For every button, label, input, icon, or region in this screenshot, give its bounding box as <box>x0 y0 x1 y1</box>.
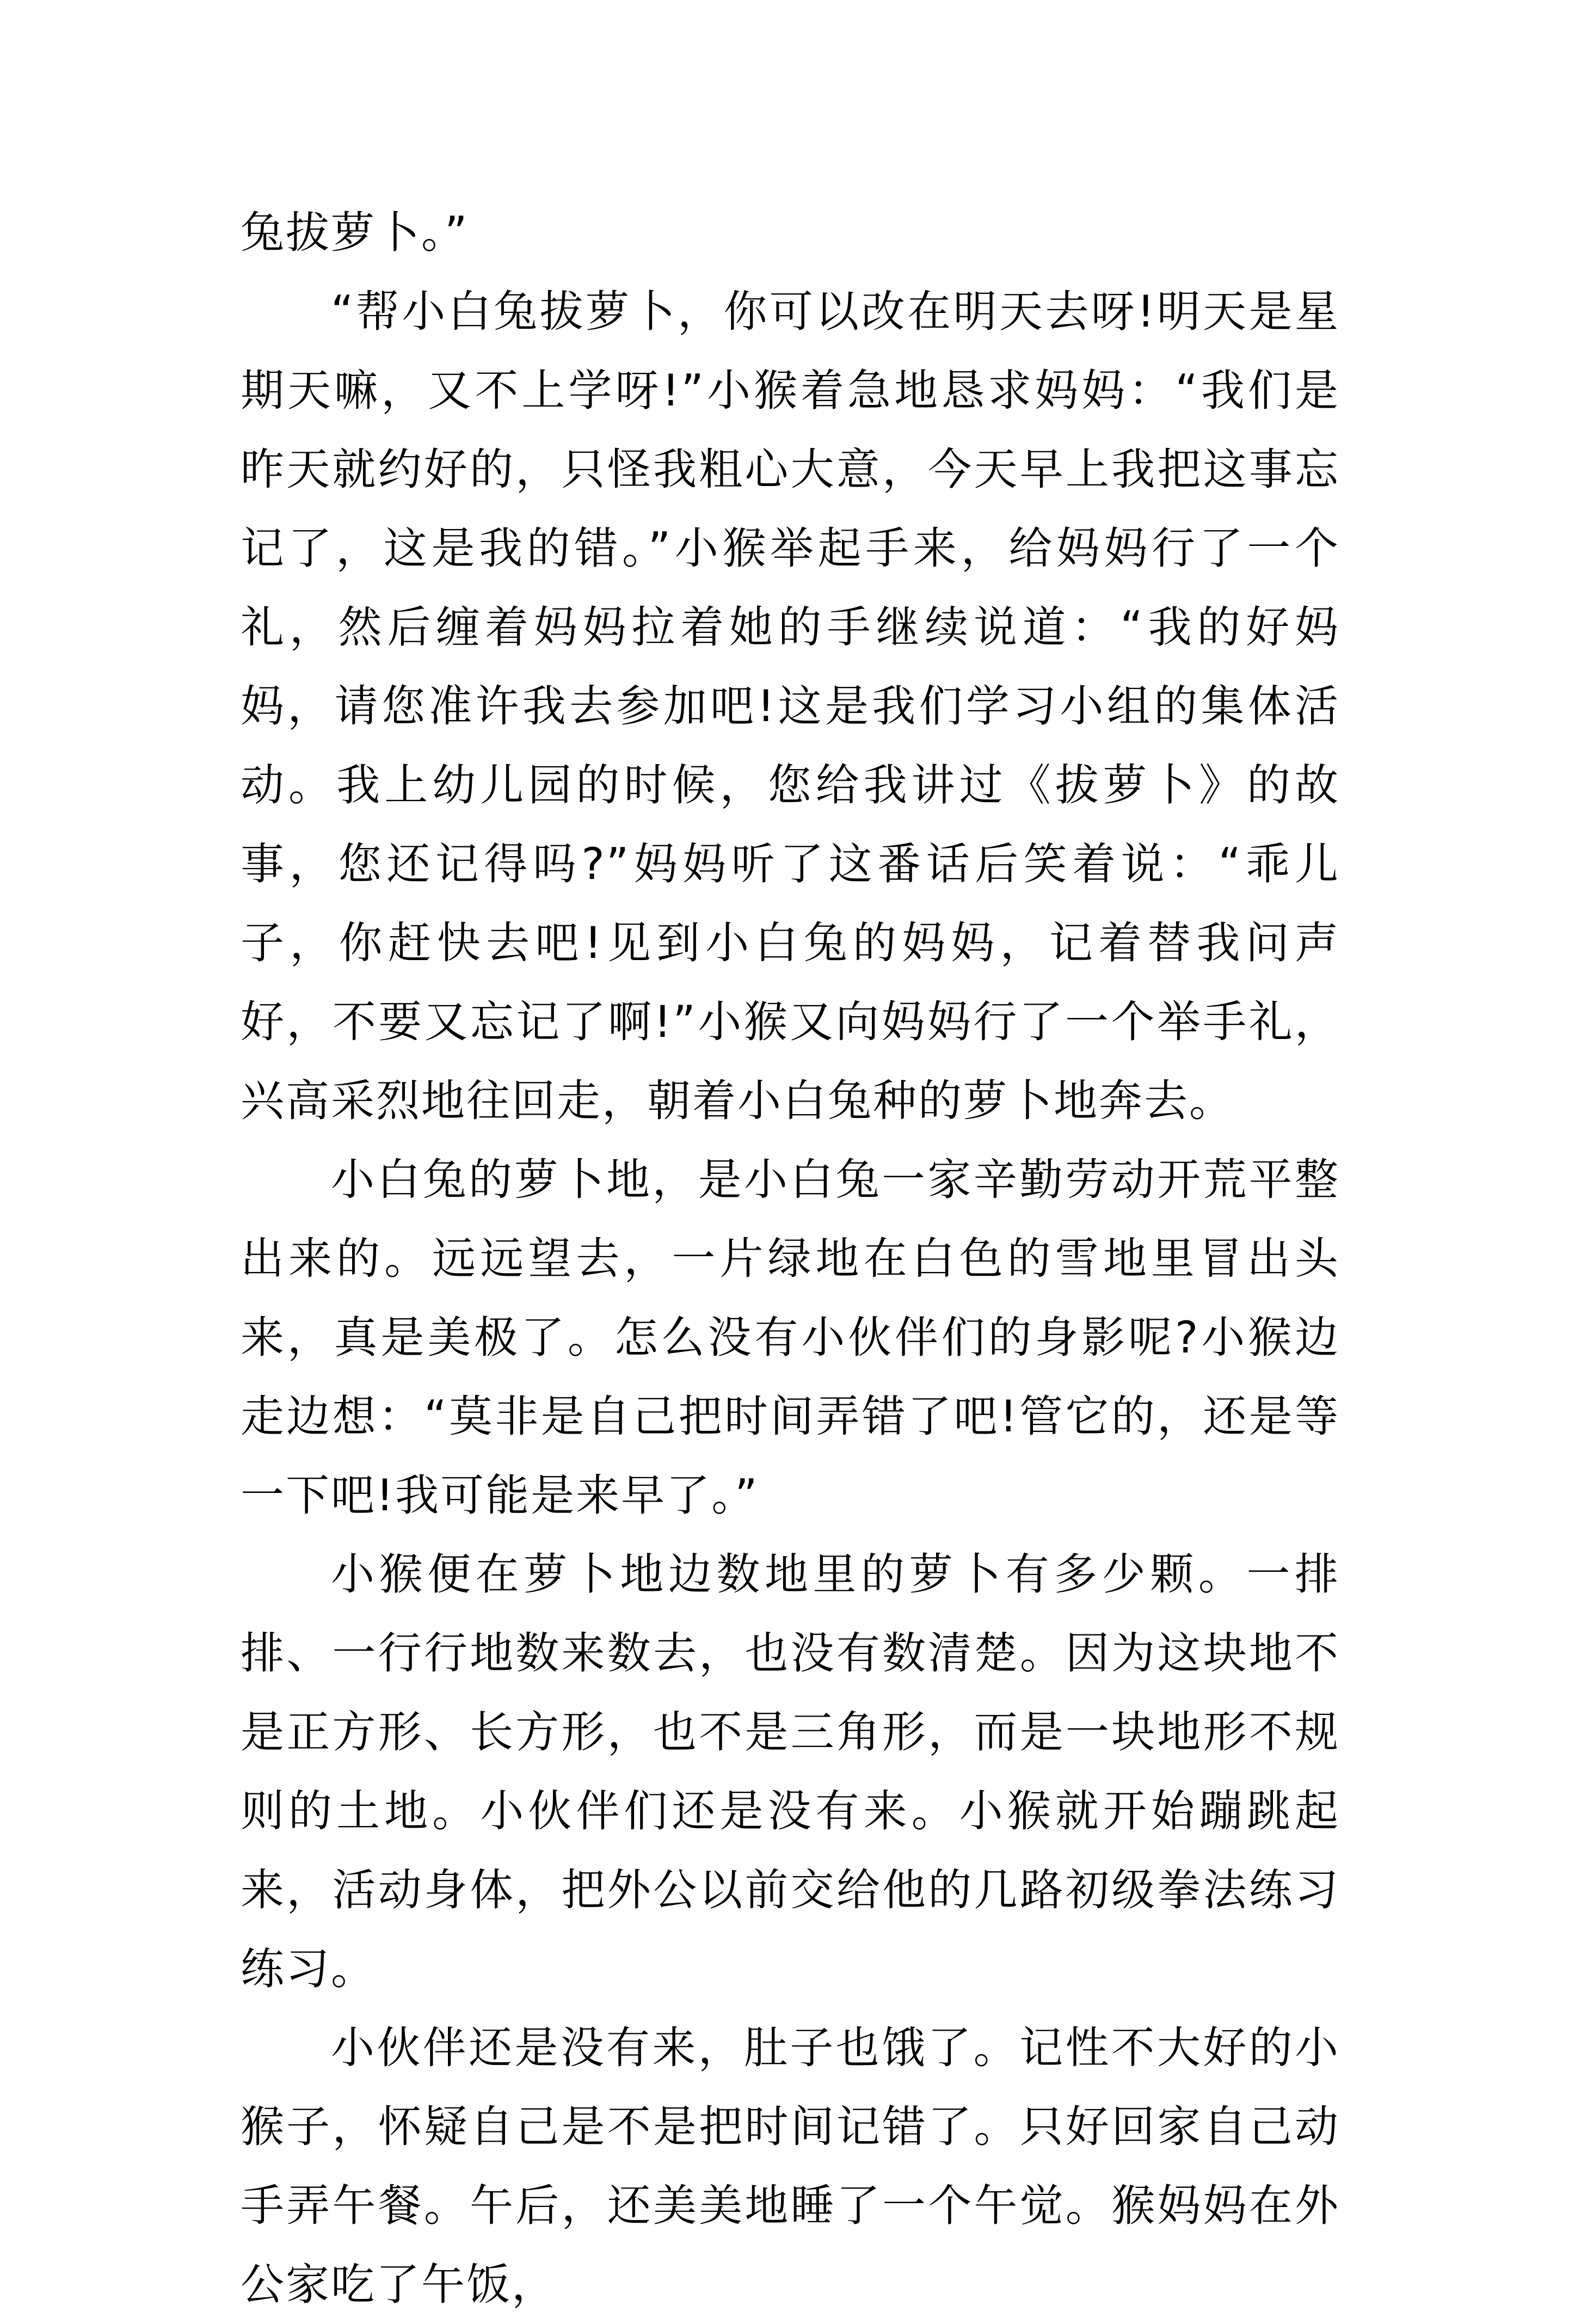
paragraph: 小伙伴还是没有来，肚子也饿了。记性不大好的小猴子，怀疑自己是不是把时间记错了。只好回家自己动手弄午餐。午后，还美美地睡了一个午觉。猴妈妈在外公家吃了午饭， <box>241 2022 1340 2310</box>
paragraph: 小猴便在萝卜地边数地里的萝卜有多少颗。一排排、一行行地数来数去，也没有数清楚。因为这块地不是正方形、长方形，也不是三角形，而是一块地形不规则的土地。小伙伴们还是没有来。小猴就开始蹦跳起来，活动身体，把外公以前交给他的几路初级拳法练习练习。 <box>241 1549 1340 1994</box>
paragraph: 兔拔萝卜。” <box>241 207 469 258</box>
document-body <box>241 193 1340 2324</box>
paragraph: 小白兔的萝卜地，是小白兔一家辛勤劳动开荒平整出来的。远远望去，一片绿地在白色的雪地里冒出头来，真是美极了。怎么没有小伙伴们的身影呢?小猴边走边想：“莫非是自己把时间弄错了吧!管它的，还是等一下吧!我可能是来早了。” <box>241 1154 1340 1521</box>
paragraph: “帮小白兔拔萝卜，你可以改在明天去呀!明天是星期天嘛，又不上学呀!”小猴着急地恳求妈妈：“我们是昨天就约好的，只怪我粗心大意，今天早上我把这事忘记了，这是我的错。”小猴举起手来，给妈妈行了一个礼，然后缠着妈妈拉着她的手继续说道：“我的好妈妈，请您准许我去参加吧!这是我们学习小组的集体活动。我上幼儿园的时候，您给我讲过《拔萝卜》的故事，您还记得吗?”妈妈听了这番话后笑着说：“乖儿子，你赶快去吧!见到小白兔的妈妈，记着替我问声好，不要又忘记了啊!”小猴又向妈妈行了一个举手礼，兴高采烈地往回走，朝着小白兔种的萝卜地奔去。 <box>241 286 1340 1126</box>
